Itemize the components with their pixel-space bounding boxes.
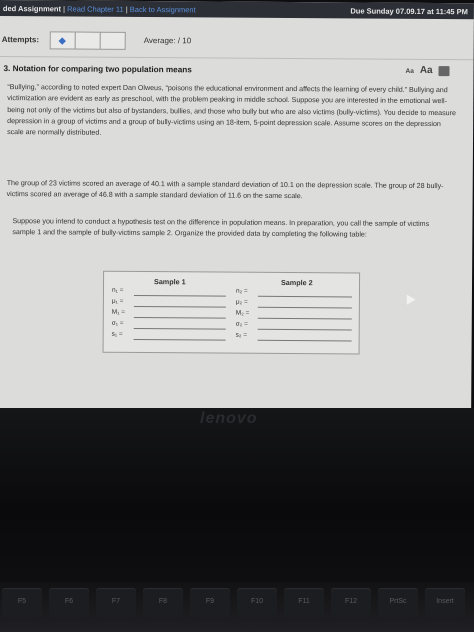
sample2-label: n₂ = bbox=[235, 287, 248, 295]
sample2-answer-field[interactable] bbox=[258, 340, 352, 342]
keyboard-key: F12 bbox=[331, 588, 371, 618]
mouse-cursor bbox=[402, 292, 415, 305]
sample1-answer-field[interactable] bbox=[134, 328, 226, 330]
table-row bbox=[104, 331, 359, 344]
sample2-label: μ₂ = bbox=[235, 298, 248, 306]
attempts-row bbox=[0, 28, 474, 53]
keyboard-key: F11 bbox=[284, 588, 324, 618]
keyboard-key: PrtSc bbox=[378, 588, 418, 618]
attempts-label: Attempts: bbox=[1, 35, 40, 45]
top-bar bbox=[0, 0, 474, 19]
sample1-label: n₁ = bbox=[111, 286, 124, 294]
font-increase-button[interactable]: Aa bbox=[419, 64, 433, 77]
keyboard-key: F9 bbox=[190, 588, 230, 618]
sample1-header: Sample 1 bbox=[154, 277, 186, 287]
attempt-box-1 bbox=[50, 31, 76, 49]
sample2-header: Sample 2 bbox=[281, 277, 313, 288]
sample2-label: σ₂ = bbox=[235, 320, 248, 328]
back-to-assignment-link[interactable]: Back to Assignment bbox=[129, 4, 196, 14]
diamond-icon: ◆ bbox=[58, 35, 66, 46]
intro-paragraph: “Bullying,” according to noted expert Dan Olweus, “poisons the educational environment and affects the learning of every child.” Bullying and victimization are evident as early as preschool, with the problem peaking in middle school. Suppose you are interested in the emotional well-being not only of the victims but also of bystanders, bullies, and those who bully but who are also victims (bully-victims). You decide to measure depression in a group of victims and a group of bully-victims using an 18-item, 5-point depression scale. Assume scores on the depression scale are normally distributed. bbox=[7, 83, 456, 137]
attempt-box-3 bbox=[100, 32, 126, 50]
lenovo-logo: lenovo bbox=[200, 410, 258, 427]
sample2-label: s₂ = bbox=[235, 331, 248, 339]
average-label: Average: / 10 bbox=[143, 36, 192, 46]
printer-icon[interactable] bbox=[439, 66, 450, 76]
keyboard-key: F8 bbox=[143, 588, 183, 618]
breadcrumb-separator: | bbox=[125, 4, 128, 14]
sample2-answer-field[interactable] bbox=[258, 307, 352, 309]
sample2-answer-field[interactable] bbox=[258, 296, 352, 298]
font-decrease-button[interactable]: Aa bbox=[405, 67, 414, 75]
sample1-answer-field[interactable] bbox=[134, 295, 226, 297]
sample2-answer-field[interactable] bbox=[258, 329, 352, 331]
keyboard-key: F10 bbox=[237, 588, 277, 618]
sample1-label: M₁ = bbox=[111, 308, 126, 316]
sample1-answer-field[interactable] bbox=[134, 317, 226, 319]
keyboard-key: F5 bbox=[2, 588, 42, 618]
breadcrumb-separator: | bbox=[62, 3, 66, 13]
sample1-answer-field[interactable] bbox=[134, 306, 226, 308]
data-paragraph: The group of 23 victims scored an average of 40.1 with a sample standard deviation of 10.1 on the depression scale. The group of 28 bully-victims scored an average of 46.8 with a sample standard deviation of 11.6 on the same scale. bbox=[6, 179, 444, 201]
keyboard-key: F6 bbox=[49, 588, 89, 618]
question-title: 3. Notation for comparing two population means bbox=[3, 64, 192, 75]
sample2-label: M₂ = bbox=[235, 309, 250, 317]
notation-table bbox=[103, 271, 361, 355]
font-tools bbox=[405, 65, 449, 76]
sample1-label: s₁ = bbox=[111, 330, 123, 338]
sample1-answer-field[interactable] bbox=[134, 339, 226, 341]
read-chapter-link[interactable]: Read Chapter 11 bbox=[67, 3, 124, 14]
keyboard-key: Insert bbox=[425, 588, 465, 618]
keyboard-key: F7 bbox=[96, 588, 136, 618]
sample1-label: μ₁ = bbox=[111, 297, 124, 305]
attempt-box-2 bbox=[75, 32, 101, 50]
sample2-answer-field[interactable] bbox=[258, 318, 352, 320]
sample1-label: σ₁ = bbox=[111, 319, 124, 327]
due-date: Due Sunday 07.09.17 at 11:45 PM bbox=[350, 5, 468, 16]
instruction-paragraph: Suppose you intend to conduct a hypothesis test on the difference in population means. In preparation, you call the sample of victims sample 1 and the sample of bully-victims sample 2. Organize the provided data by completing the following table: bbox=[12, 217, 430, 239]
assignment-breadcrumb bbox=[0, 3, 196, 13]
divider bbox=[0, 56, 474, 60]
assignment-title: ded Assignment bbox=[2, 3, 62, 13]
